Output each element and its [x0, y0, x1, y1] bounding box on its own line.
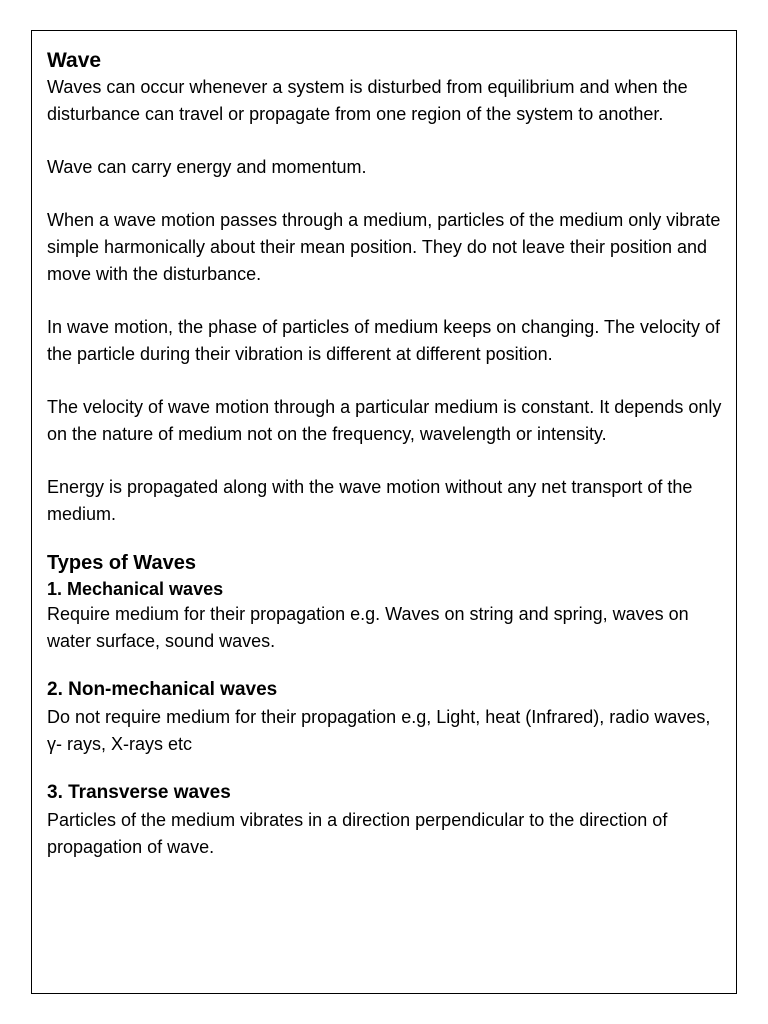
document-content	[47, 48, 727, 861]
type-text-mechanical: Require medium for their propagation e.g. Waves on string and spring, waves on water surface, sound waves.	[47, 604, 689, 651]
paragraph-wave-velocity: The velocity of wave motion through a particular medium is constant. It depends only on the nature of medium not on the frequency, wavelength or intensity.	[47, 397, 722, 444]
paragraph-energy-momentum: Wave can carry energy and momentum.	[47, 157, 367, 177]
paragraph-definition: Waves can occur whenever a system is disturbed from equilibrium and when the disturbance can travel or propagate from one region of the system to another.	[47, 77, 688, 124]
document-frame	[31, 30, 737, 994]
type-heading-non-mechanical: 2. Non-mechanical waves	[47, 679, 278, 700]
paragraph-energy-propagation: Energy is propagated along with the wave motion without any net transport of the medium.	[47, 477, 693, 524]
type-text-non-mechanical: Do not require medium for their propagation e.g, Light, heat (Infrared), radio waves, γ- rays, X-rays etc	[47, 707, 711, 754]
type-heading-transverse: 3. Transverse waves	[47, 782, 231, 803]
page-title: Wave	[47, 49, 102, 72]
paragraph-phase-change: In wave motion, the phase of particles of medium keeps on changing. The velocity of the particle during their vibration is different at different position.	[47, 317, 721, 364]
paragraph-particle-vibration: When a wave motion passes through a medium, particles of the medium only vibrate simple harmonically about their mean position. They do not leave their position and move with the disturbance.	[47, 210, 721, 284]
types-heading: Types of Waves	[47, 552, 196, 574]
type-heading-mechanical: 1. Mechanical waves	[47, 579, 224, 599]
type-text-transverse: Particles of the medium vibrates in a direction perpendicular to the direction of propagation of wave.	[47, 810, 668, 857]
